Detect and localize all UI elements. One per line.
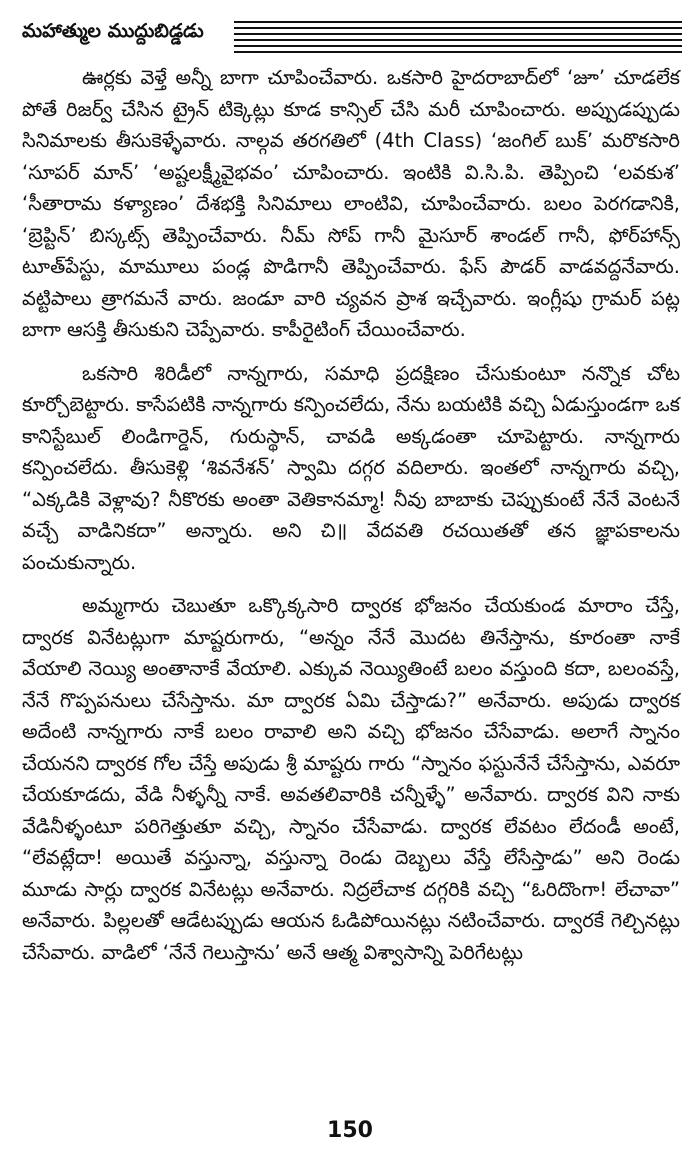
page-header [22, 18, 682, 58]
paragraph-3: అమ్మగారు చెబుతూ ఒక్కొక్కసారి ద్వారక భోజనం చేయకుండ మారాం చేస్తే, ద్వారక వినేటట్లుగా మాష్టరుగారు, “అన్నం నేనే మొదట తినేస్తాను, కూరంతా నాకే వేయాలి నెయ్యి అంతానాకే వేయాలి. ఎక్కువ నెయ్యితింటే బలం వస్తుంది కదా, బలంవస్తే, నేనే గొప్పపనులు చేసేస్తాను. మా ద్వారక ఏమి చేస్తాడు?” అనేవారు. అపుడు ద్వారక అదేంటి నాన్నగారు నాకే బలం రావాలి అని వచ్చి భోజనం చేసేవాడు. అలాగే స్నానం చేయనని ద్వారక గోల చేస్తే అపుడు శ్రీ మాష్టరు గారు “స్నానం ఫస్టునేనే చేసేస్తాను, ఎవరూ చేయకూడదు, వేడి నీళ్ళన్నీ నాకే. అవతలివారికి చన్నీళ్ళే” అనేవారు. ద్వారక విని నాకు వేడినీళ్ళంటూ పరిగెత్తుతూ వచ్చి, స్నానం చేసేవాడు. ద్వారక లేవటం లేదండీ అంటే, “లేవట్లేదా! అయితే వస్తున్నా, వస్తున్నా రెండు దెబ్బలు వేస్తే లేసేస్తాడు” అని రెండు మూడు సార్లు ద్వారక వినేటట్లు అనేవారు. నిద్రలేచాక దగ్గరికి వచ్చి “ఓరిదొంగా! లేచావా” అనేవారు. పిల్లలతో ఆడేటప్పుడు ఆయన ఓడిపోయినట్లు నటించేవారు. ద్వారకే గెల్చినట్లు చేసేవారు. వాడిలో ‘నేనే గెలుస్తాను’ అనే ఆత్మ విశ్వాసాన్ని పెరిగేటట్లు [22, 594, 680, 964]
paragraph-1: ఊర్లకు వెళ్తే అన్నీ బాగా చూపించేవారు. ఒకసారి హైదరాబాద్‌లో ‘జూ’ చూడలేక పోతే రిజర్వ్ చేసిన ట్రైన్ టిక్కెట్లు కూడ కాన్సిల్ చేసి మరీ చూపించారు. అప్పుడప్పుడు సినిమాలకు తీసుకెళ్ళేవారు. నాల్గవ తరగతిలో (4th Class) ‘జంగిల్ బుక్’ మరొకసారి ‘సూపర్ మాన్’ ‘అష్టలక్ష్మీవైభవం’ చూపించారు. ఇంటికి వి.సి.పి. తెప్పించి ‘లవకుశ’ ‘సీతారామ కళ్యాణం’ దేశభక్తి సినిమాలు లాంటివి, చూపించేవారు. బలం పెరగడానికి, ‘బ్రెప్టిన్’ బిస్కట్స్ తెప్పించేవారు. నీమ్ సోప్ గానీ మైసూర్ శాండల్ గానీ, ఫోర్‌హాన్స్ టూత్‌పేస్టు, మామూలు పండ్ల పొడిగానీ తెప్పించేవారు. ఫేస్ పౌడర్ వాడవద్దనేవారు. వట్టిపాలు త్రాగమనే వారు. జండూ వారి చ్యవన ప్రాశ ఇచ్చేవారు. ఇంగ్లీషు గ్రామర్ పట్ల బాగా ఆసక్తి తీసుకుని చెప్పేవారు. కాపీరైటింగ్ చేయించేవారు. [22, 66, 680, 341]
body-text [22, 62, 680, 980]
page-number: 150 [327, 1118, 373, 1143]
header-rule-lines [234, 21, 682, 57]
running-title: మహాత్ముల ముద్దుబిడ్డడు [22, 20, 204, 42]
paragraph-2: ఒకసారి శిరిడీలో నాన్నగారు, సమాధి ప్రదక్షిణం చేసుకుంటూ నన్నొక చోట కూర్చోబెట్టారు. కాసేపటికి నాన్నగారు కన్పించలేదు, నేను బయటికి వచ్చి ఏడుస్తుండగా ఒక కానిస్టేబుల్ లిండిగార్డెన్, గురుస్థాన్, చావడి అక్కడంతా చూపెట్టారు. నాన్నగారు కన్పించలేదు. తీసుకెళ్లి ‘శివనేశన్’ స్వామి దగ్గర వదిలారు. ఇంతలో నాన్నగారు వచ్చి, “ఎక్కడికి వెళ్లావు? నీకొరకు అంతా వెతికానమ్మా! నీవు బాబాకు చెప్పుకుంటే నేనే వెంటనే వచ్చే వాడినికదా” అన్నారు. అని చి॥ వేదవతి రచయితతో తన జ్ఞాపకాలను పంచుకున్నారు. [22, 361, 680, 574]
